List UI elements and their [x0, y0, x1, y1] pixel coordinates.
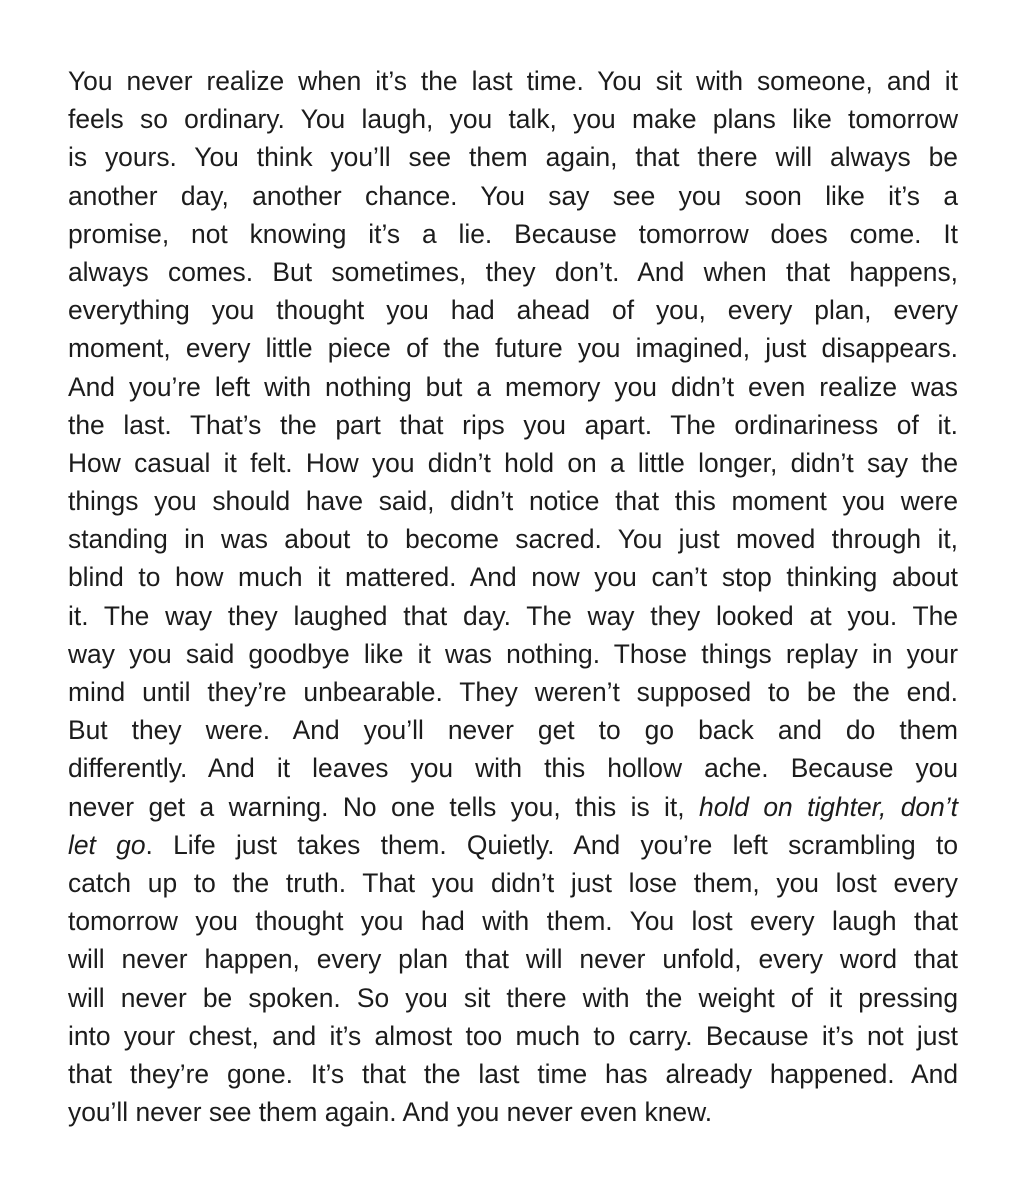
italic-text: let go: [68, 829, 146, 860]
text-run: it. The way they laughed that day. The way they looked at you. The: [68, 600, 958, 631]
text-run: blind to how much it mattered. And now you can’t stop thinking about: [68, 562, 958, 593]
text-run: into your chest, and it’s almost too much to carry. Because it’s not just: [68, 1020, 958, 1051]
text-run: feels so ordinary. You laugh, you talk, you make plans like tomorrow: [68, 104, 958, 135]
text-run: promise, not knowing it’s a lie. Because tomorrow does come. It: [68, 218, 958, 249]
paragraph-line: [68, 558, 958, 596]
paragraph-line: [68, 1017, 958, 1055]
paragraph-line: [68, 177, 958, 215]
paragraph-line: [68, 597, 958, 635]
text-run: And you’re left with nothing but a memory you didn’t even realize was: [68, 371, 958, 402]
document-body: [68, 62, 958, 1131]
paragraph-line: [68, 749, 958, 787]
paragraph-line: [68, 406, 958, 444]
paragraph-line: [68, 979, 958, 1017]
paragraph-line: [68, 826, 958, 864]
text-run: never get a warning. No one tells you, this is it,: [68, 791, 700, 822]
paragraph-line: [68, 482, 958, 520]
paragraph-line: [68, 329, 958, 367]
text-run: moment, every little piece of the future you imagined, just disappears.: [68, 333, 958, 364]
paragraph-line: [68, 62, 958, 100]
italic-text: hold on tighter, don’t: [699, 791, 958, 822]
paragraph-line: [68, 215, 958, 253]
text-run: You never realize when it’s the last time. You sit with someone, and it: [68, 66, 958, 96]
text-run: always comes. But sometimes, they don’t. And when that happens,: [68, 256, 958, 287]
text-run: the last. That’s the part that rips you apart. The ordinariness of it.: [68, 409, 958, 440]
paragraph-line: [68, 444, 958, 482]
paragraph-line: [68, 520, 958, 558]
paragraph-line: [68, 711, 958, 749]
paragraph-line: [68, 100, 958, 138]
text-run: catch up to the truth. That you didn’t just lose them, you lost every: [68, 867, 958, 898]
paragraph-line: [68, 368, 958, 406]
paragraph-line: [68, 940, 958, 978]
text-run: another day, another chance. You say see you soon like it’s a: [68, 180, 958, 211]
paragraph-line: [68, 788, 958, 826]
text-run: tomorrow you thought you had with them. You lost every laugh that: [68, 906, 958, 937]
text-run: things you should have said, didn’t notice that this moment you were: [68, 486, 958, 517]
text-run: But they were. And you’ll never get to go back and do them: [68, 715, 958, 746]
text-run: everything you thought you had ahead of you, every plan, every: [68, 295, 958, 326]
text-run: differently. And it leaves you with this hollow ache. Because you: [68, 753, 958, 784]
text-run: mind until they’re unbearable. They weren’t supposed to be the end.: [68, 677, 958, 707]
text-run: . Life just takes them. Quietly. And you’re left scrambling to: [145, 829, 958, 860]
text-run: that they’re gone. It’s that the last time has already happened. And: [68, 1058, 958, 1089]
text-run: is yours. You think you’ll see them again, that there will always be: [68, 142, 958, 173]
text-run: way you said goodbye like it was nothing. Those things replay in your: [68, 638, 958, 669]
paragraph-line: [68, 1055, 958, 1093]
text-run: will never happen, every plan that will never unfold, every word that: [68, 944, 958, 975]
text-run: you’ll never see them again. And you never even knew.: [68, 1097, 713, 1128]
text-run: will never be spoken. So you sit there with the weight of it pressing: [68, 982, 958, 1013]
text-run: standing in was about to become sacred. You just moved through it,: [68, 524, 958, 555]
paragraph-line: [68, 673, 958, 711]
paragraph-line: [68, 253, 958, 291]
paragraph-line: [68, 138, 958, 176]
paragraph-line: [68, 1093, 958, 1131]
paragraph-line: [68, 864, 958, 902]
paragraph-line: [68, 635, 958, 673]
paragraph-line: [68, 291, 958, 329]
text-run: How casual it felt. How you didn’t hold on a little longer, didn’t say the: [68, 447, 958, 478]
paragraph-line: [68, 902, 958, 940]
